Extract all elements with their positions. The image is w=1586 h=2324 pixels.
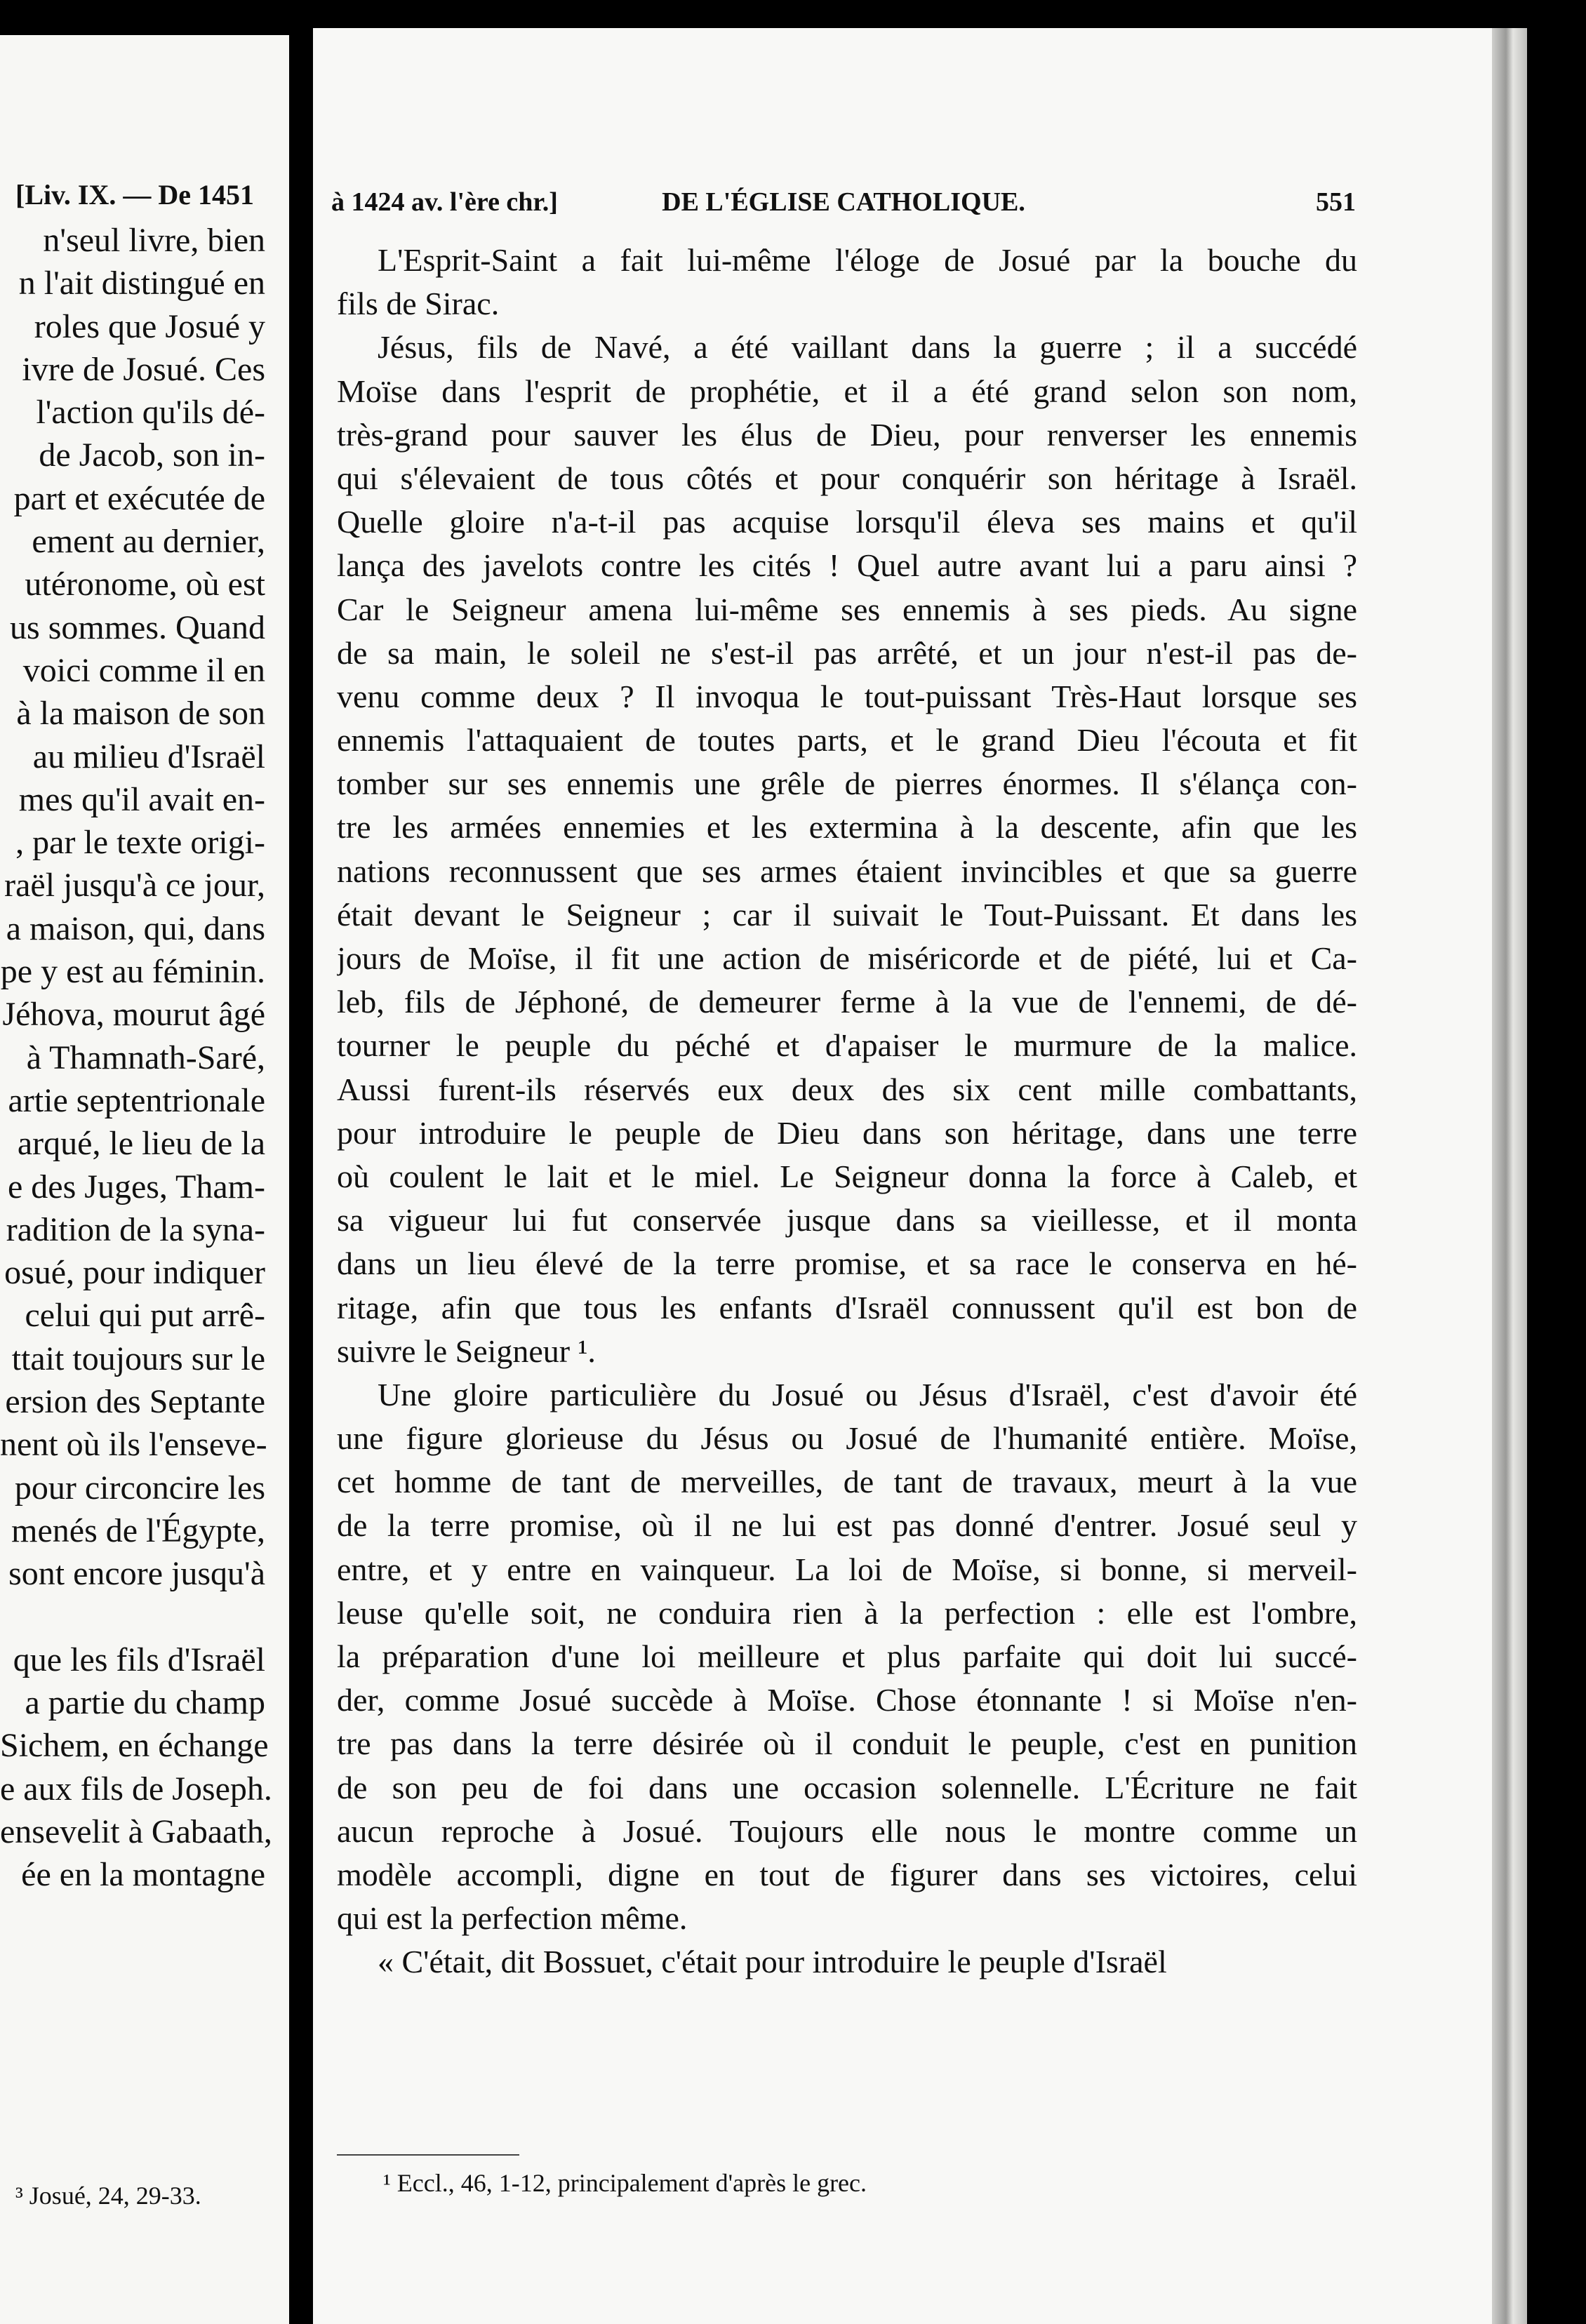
left-page-line: arqué, le lieu de la — [17, 1125, 265, 1163]
body-line: qui s'élevaient de tous côtés et pour conquérir son héritage à Israël. — [337, 460, 1357, 496]
body-line: suivre le Seigneur ¹. — [337, 1333, 596, 1369]
body-line: Jésus, fils de Navé, a été vaillant dans la guerre ; il a succédé — [378, 329, 1357, 366]
running-head-dates: à 1424 av. l'ère chr.] — [331, 187, 558, 217]
left-page-line: n'seul livre, bien — [43, 222, 265, 259]
left-page-line: part et exécutée de — [13, 479, 265, 517]
body-line: Car le Seigneur amena lui-même ses ennemis à ses pieds. Au signe — [337, 591, 1357, 627]
body-line: tomber sur ses ennemis une grêle de pierres énormes. Il s'élança con- — [337, 766, 1357, 802]
left-page-line: celui qui put arrê- — [25, 1297, 265, 1335]
left-page-line: utéronome, où est — [25, 566, 265, 603]
scan-border — [1527, 0, 1586, 2324]
body-line: la préparation d'une loi meilleure et plus parfaite qui doit lui succé- — [337, 1638, 1357, 1674]
body-line: lança des javelots contre les cités ! Quel autre avant lui a paru ainsi ? — [337, 547, 1357, 584]
body-line: où coulent le lait et le miel. Le Seigneur donna la force à Caleb, et — [337, 1158, 1357, 1194]
running-head — [331, 187, 1356, 225]
left-page-line: e des Juges, Tham- — [7, 1168, 265, 1206]
body-line: tre les armées ennemies et les extermina à la descente, afin que les — [337, 809, 1357, 846]
body-line: ennemis l'attaquaient de toutes parts, et le grand Dieu l'écouta et fit — [337, 722, 1357, 759]
left-page-line: e aux fils de Joseph. — [0, 1770, 272, 1808]
left-page-line: radition de la syna- — [6, 1210, 265, 1248]
left-page-line: artie septentrionale — [8, 1081, 265, 1119]
body-line: tre pas dans la terre désirée où il conduit le peuple, c'est en punition — [337, 1725, 1357, 1762]
left-page-line: , par le texte origi- — [15, 824, 265, 862]
left-page-footnote: ³ Josué, 24, 29-33. — [15, 2182, 201, 2210]
left-page-line: au milieu d'Israël — [32, 737, 265, 775]
left-page-line: Sichem, en échange — [0, 1727, 269, 1765]
body-line: « C'était, dit Bossuet, c'était pour introduire le peuple d'Israël — [378, 1944, 1167, 1980]
left-page-line: ée en la montagne — [21, 1856, 265, 1894]
left-page-line: ersion des Septante — [5, 1383, 265, 1421]
body-line: Aussi furent-ils réservés eux deux des six cent mille combattants, — [337, 1071, 1357, 1107]
left-page-line: que les fils d'Israël — [13, 1641, 265, 1678]
left-page-running-head: [Liv. IX. — De 1451 — [15, 179, 254, 211]
body-line: très-grand pour sauver les élus de Dieu, pour renverser les ennemis — [337, 416, 1357, 453]
left-page-fragment — [0, 35, 289, 2324]
left-page-line — [0, 1596, 289, 1638]
body-line: dans un lieu élevé de la terre promise, et sa race le conserva en hé- — [337, 1246, 1357, 1282]
body-line: leuse qu'elle soit, ne conduira rien à la perfection : elle est l'ombre, — [337, 1594, 1357, 1631]
body-line: ritage, afin que tous les enfants d'Israël connussent qu'il est bon de — [337, 1289, 1357, 1325]
left-page-line: ement au dernier, — [32, 523, 265, 561]
body-line: qui est la perfection même. — [337, 1900, 688, 1937]
body-line: sa vigueur lui fut conservée jusque dans sa vieillesse, et il monta — [337, 1202, 1357, 1238]
body-line: modèle accompli, digne en tout de figurer dans ses victoires, celui — [337, 1856, 1357, 1892]
body-line: jours de Moïse, il fit une action de miséricorde et de piété, lui et Ca- — [337, 940, 1357, 976]
left-page-line: nent où ils l'enseve- — [0, 1426, 267, 1464]
left-page-line: raël jusqu'à ce jour, — [4, 867, 265, 904]
body-line: L'Esprit-Saint a fait lui-même l'éloge de Josué par la bouche du — [378, 242, 1357, 278]
left-page-line: pour circoncire les — [14, 1469, 265, 1507]
body-text — [337, 239, 1357, 1984]
left-page-line: osué, pour indiquer — [4, 1254, 265, 1292]
body-line: Une gloire particulière du Josué ou Jésus d'Israël, c'est d'avoir été — [378, 1376, 1357, 1413]
body-line: Quelle gloire n'a-t-il pas acquise lorsqu'il éleva ses mains et qu'il — [337, 504, 1357, 540]
page-stack-edge — [1492, 28, 1527, 2324]
left-page-line: a maison, qui, dans — [6, 909, 265, 947]
body-line: nations reconnussent que ses armes étaient invincibles et que sa guerre — [337, 853, 1357, 889]
left-page-line: n l'ait distingué en — [18, 265, 265, 302]
left-page-line: de Jacob, son in- — [39, 436, 265, 474]
left-page-line: ttait toujours sur le — [11, 1340, 265, 1377]
body-line: Moïse dans l'esprit de prophétie, et il a été grand selon son nom, — [337, 373, 1357, 409]
page-number: 551 — [1316, 187, 1356, 217]
left-page-line: us sommes. Quand — [10, 608, 265, 646]
book-spine-gutter — [289, 0, 313, 2324]
left-page-line: Jéhova, mourut âgé — [2, 996, 265, 1034]
left-page-line: à la maison de son — [16, 695, 265, 733]
body-line: de sa main, le soleil ne s'est-il pas arrêté, et un jour n'est-il pas de- — [337, 634, 1357, 671]
body-line: de la terre promise, où il ne lui est pas donné d'entrer. Josué seul y — [337, 1507, 1357, 1544]
left-page-line: sont encore jusqu'à — [8, 1555, 265, 1593]
body-line: venu comme deux ? Il invoqua le tout-puissant Très-Haut lorsque ses — [337, 678, 1357, 714]
left-page-line: mes qu'il avait en- — [18, 780, 265, 818]
body-line: cet homme de tant de merveilles, de tant de travaux, meurt à la vue — [337, 1464, 1357, 1500]
left-page-line: l'action qu'ils dé- — [36, 394, 265, 432]
body-line: aucun reproche à Josué. Toujours elle nous le montre comme un — [337, 1812, 1357, 1849]
left-page-line: pe y est au féminin. — [0, 953, 265, 991]
running-head-title: DE L'ÉGLISE CATHOLIQUE. — [662, 187, 1025, 217]
left-page-line: a partie du champ — [25, 1684, 265, 1722]
body-line: leb, fils de Jéphoné, de demeurer ferme à la vue de l'ennemi, de dé- — [337, 984, 1357, 1020]
left-page-line: menés de l'Égypte, — [11, 1511, 265, 1549]
body-line: der, comme Josué succède à Moïse. Chose étonnante ! si Moïse n'en- — [337, 1682, 1357, 1718]
body-line: tourner le peuple du péché et d'apaiser le murmure de la malice. — [337, 1027, 1357, 1064]
footnote: ¹ Eccl., 46, 1-12, principalement d'après le grec. — [383, 2169, 867, 2197]
left-page-line: ivre de Josué. Ces — [22, 350, 265, 388]
left-page-line: ensevelit à Gabaath, — [0, 1812, 272, 1850]
body-line: entre, et y entre en vainqueur. La loi de Moïse, si bonne, si merveil- — [337, 1551, 1357, 1587]
body-line: était devant le Seigneur ; car il suivait le Tout-Puissant. Et dans les — [337, 896, 1357, 933]
left-page-line: à Thamnath-Saré, — [26, 1039, 265, 1076]
left-page-text — [0, 219, 289, 1897]
left-page-line: voici comme il en — [22, 651, 265, 689]
body-line: une figure glorieuse du Jésus ou Josué de l'humanité entière. Moïse, — [337, 1420, 1357, 1457]
body-line: de son peu de foi dans une occasion solennelle. L'Écriture ne fait — [337, 1769, 1357, 1805]
page-551 — [313, 28, 1492, 2324]
footnote-rule — [337, 2154, 519, 2156]
left-page-line: roles que Josué y — [34, 307, 265, 345]
body-line: pour introduire le peuple de Dieu dans son héritage, dans une terre — [337, 1114, 1357, 1151]
body-line: fils de Sirac. — [337, 286, 500, 322]
